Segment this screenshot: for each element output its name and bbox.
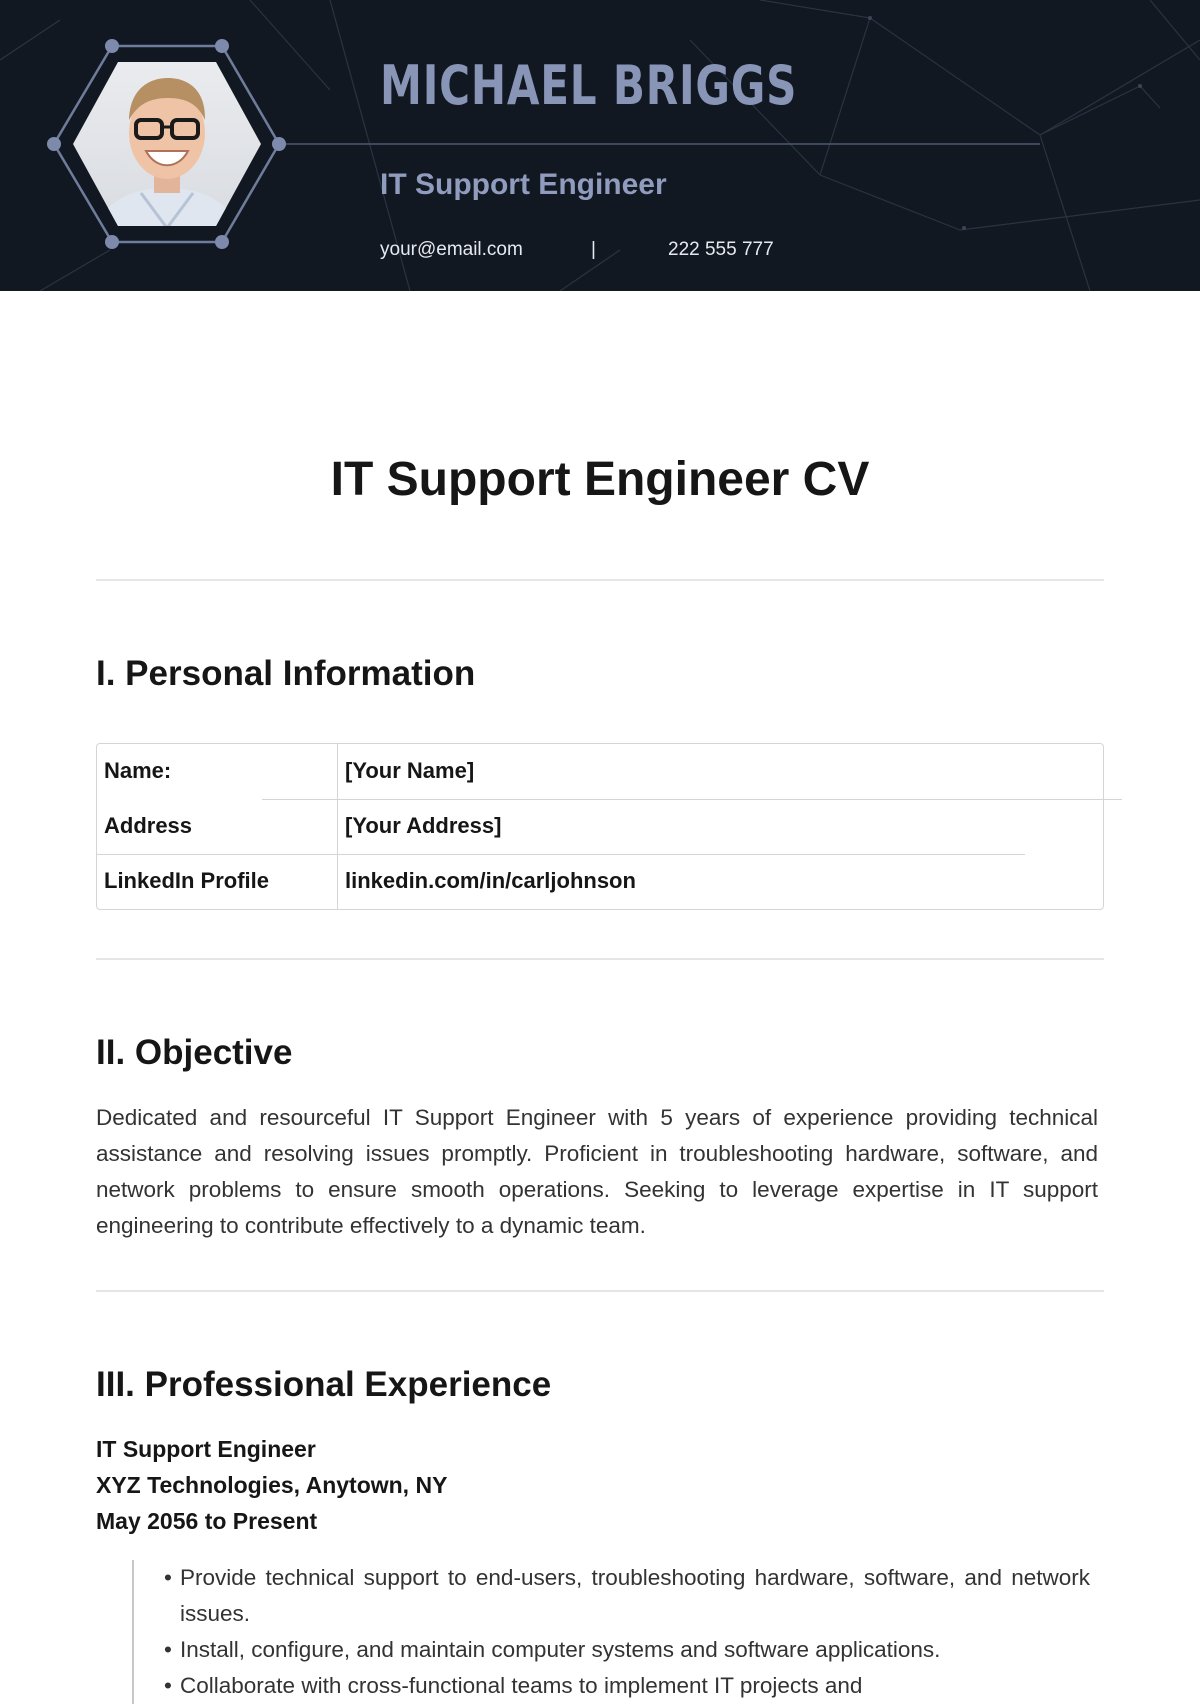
divider [96, 579, 1104, 581]
row-value: [Your Address] [345, 813, 502, 838]
divider [96, 958, 1104, 960]
job-responsibilities [132, 1560, 1112, 1704]
table-row [97, 799, 1103, 854]
email-link[interactable]: your@email.com [380, 239, 523, 260]
row-label: Address [104, 813, 193, 838]
personal-info-table [96, 743, 1104, 910]
phone-number[interactable]: 222 555 777 [668, 239, 774, 260]
row-label: Name: [104, 758, 172, 783]
contact-separator: | [591, 239, 596, 260]
row-value: [Your Name] [345, 758, 475, 783]
divider [96, 1290, 1104, 1292]
table-row [97, 854, 1103, 909]
list-item: • Install, configure, and maintain computer systems and software applications. [164, 1632, 1090, 1668]
table-row [97, 744, 1103, 799]
objective-paragraph: Dedicated and resourceful IT Support Engineer with 5 years of experience providing technical assistance and resolving issues promptly. Proficient in troubleshooting hardware, software, and network problems to ensure smooth operations. Seeking to leverage expertise in IT support engineering to contribute effectively to a dynamic team. [96, 1105, 1098, 1238]
page-title: IT Support Engineer CV [330, 453, 870, 506]
linkedin-link[interactable]: linkedin.com/in/carljohnson [345, 868, 636, 893]
profile-photo-frame [46, 38, 290, 252]
list-item: • Provide technical support to end-users, troubleshooting hardware, software, and network issues. [164, 1560, 1090, 1632]
job-company: XYZ Technologies, Anytown, NY [96, 1472, 448, 1498]
list-item: • Collaborate with cross-functional teams to implement IT projects and [164, 1668, 1090, 1704]
section-heading-objective: II. Objective [96, 1033, 293, 1072]
job-title: IT Support Engineer [96, 1436, 316, 1462]
job-dates: May 2056 to Present [96, 1508, 318, 1534]
candidate-role: IT Support Engineer [380, 168, 667, 201]
avatar [46, 38, 290, 252]
candidate-name: MICHAEL BRIGGS [380, 54, 798, 117]
section-heading-personal-info: I. Personal Information [96, 654, 476, 693]
row-label: LinkedIn Profile [104, 868, 270, 893]
cv-header [0, 0, 1200, 291]
section-heading-experience: III. Professional Experience [96, 1365, 552, 1404]
